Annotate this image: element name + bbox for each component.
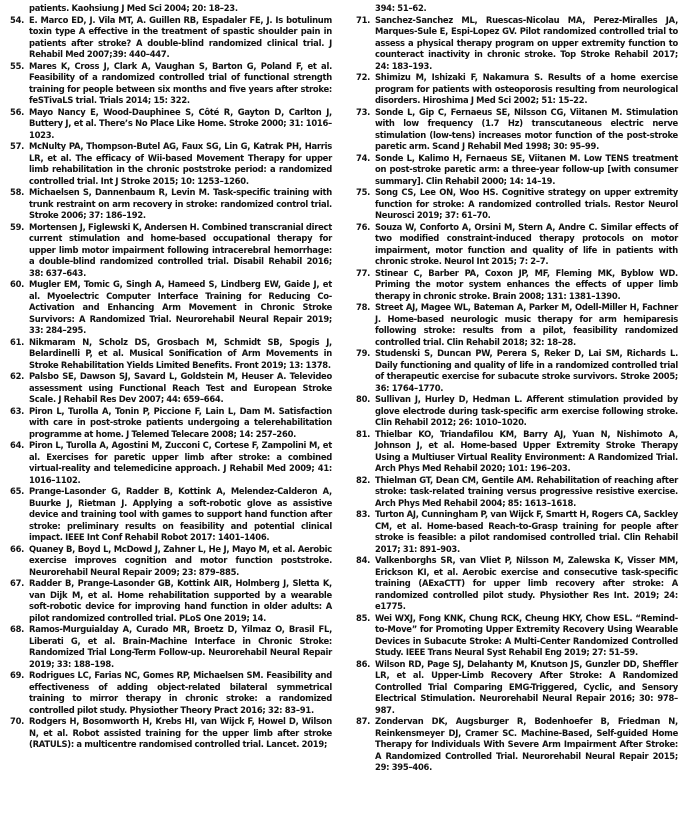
reference-number: 80. (356, 394, 371, 404)
reference-number: 71. (356, 14, 371, 25)
reference-item (10, 187, 332, 222)
reference-number: 59. (10, 221, 25, 232)
reference-text: Shimizu M, Ishizaki F, Nakamura S. Results of a home exercise program for patients with osteoporosis resulting from neurological disorders. Hiroshima J Med Sci 2002; 51: 15–22. (375, 72, 678, 105)
reference-text: Mayo Nancy E, Wood-Dauphinee S, Côté R, Gayton D, Carlton J, Buttery J, et al. There’s No Place Like Home. Stroke 2000; 31: 1016–1023. (29, 106, 332, 140)
reference-number: 83. (356, 509, 371, 519)
reference-item (10, 337, 332, 372)
reference-text: Prange-Lasonder G, Radder B, Kottink A, Melendez-Calderon A, Buurke J, Rietman J. Applying a soft-robotic glove as assistive device and training tool with games to support hand function after stroke: preliminary results on feasibility and potential clinical impact. IEEE Int Conf Rehabil Robot 2017: 1401–1406. (29, 486, 332, 542)
reference-text: Sanchez-Sanchez ML, Ruescas-Nicolau MA, Perez-Miralles JA, Marques-Sule E, Espi-Lopez GV. Pilot randomized controlled trial to assess a physical therapy program on upper extremity function to counteract inactivity in chronic stroke. Top Stroke Rehabil 2017; 24: 183–193. (375, 14, 678, 71)
reference-list-left (10, 15, 332, 751)
reference-text: Turton AJ, Cunningham P, van Wijck F, Smartt H, Rogers CA, Sackley CM, et al. Home-based Reach-to-Grasp training for people after stroke is feasible: a pilot randomised controlled trial. Clin Rehabil 2017; 31: 891–903. (375, 509, 678, 554)
reference-item (356, 659, 678, 717)
reference-number: 82. (356, 474, 371, 485)
reference-item (10, 222, 332, 280)
reference-number: 55. (10, 60, 25, 71)
reference-item (356, 716, 678, 774)
reference-text: Wilson RD, Page SJ, Delahanty M, Knutson JS, Gunzler DD, Sheffler LR, et al. Upper-Limb Recovery After Stroke: A Randomized Controlled Trial Comparing EMG-Triggered, Cyclic, and Sensory Electrical Stimulation. Neurorehabil Neural Repair 2016; 30: 978–987. (375, 658, 678, 715)
reference-number: 72. (356, 72, 371, 82)
reference-item (10, 624, 332, 670)
reference-item (356, 153, 678, 188)
reference-text: Thielbar KO, Triandafilou KM, Barry AJ, Yuan N, Nishimoto A, Johnson J, et al. Home-based Upper Extremity Stroke Therapy Using a Multiuser Virtual Reality Environment: A Randomized Trial. Arch Phys Med Rehabil 2020; 101: 196–203. (375, 428, 678, 473)
reference-number: 73. (356, 106, 371, 117)
reference-continuation-text: 394: 51–62. (375, 3, 427, 13)
reference-item (356, 72, 678, 107)
reference-item (10, 716, 332, 751)
reference-number: 68. (10, 624, 25, 634)
reference-text: Nikmaram N, Scholz DS, Grosbach M, Schmidt SB, Spogis J, Belardinelli P, et al. Musical Sonification of Arm Movements in Stroke Rehabilitation Yields Limited Benefits. Front 2019; 13: 1378. (29, 336, 332, 370)
reference-item (356, 613, 678, 659)
reference-text: Wei WXJ, Fong KNK, Chung RCK, Cheung HKY, Chow ESL. “Remind-to-Move” for Promoting Upper Extremity Recovery Using Wearable Devices in Subacute Stroke: A Multi-Center Randomized Controlled Study. IEEE Trans Neural Syst Rehabil Eng 2019; 27: 51–59. (375, 612, 678, 657)
reference-item (10, 279, 332, 337)
reference-text: Ramos-Murguialday A, Curado MR, Broetz D, Yilmaz O, Brasil FL, Liberati G, et al. Brain-Machine Interface in Chronic Stroke: Randomized Trial Long-Term Follow-up. Neurorehabil Neural Repair 2019; 33: 188–198. (29, 624, 332, 669)
reference-item (356, 555, 678, 613)
reference-number: 85. (356, 612, 371, 623)
reference-item (10, 141, 332, 187)
reference-text: Zondervan DK, Augsburger R, Bodenhoefer B, Friedman N, Reinkensmeyer DJ, Cramer SC. Machine-Based, Self-guided Home Therapy for Individuals With Severe Arm Impairment After Stroke: A Randomized Controlled Trial. Neurorehabil Neural Repair 2015; 29: 395–406. (375, 716, 678, 772)
reference-text: Michaelsen S, Dannenbaum R, Levin M. Task-specific training with trunk restraint on arm recovery in stroke: randomized control trial. Stroke 2006; 37: 186–192. (29, 187, 332, 220)
reference-number: 86. (356, 658, 371, 669)
reference-number: 54. (10, 14, 25, 25)
reference-item (356, 429, 678, 475)
reference-text: Thielman GT, Dean CM, Gentile AM. Rehabilitation of reaching after stroke: task-related training versus progressive resistive exercise. Arch Phys Med Rehabil 2004; 85: 1613–1618. (375, 474, 678, 508)
reference-text: Mares K, Cross J, Clark A, Vaughan S, Barton G, Poland F, et al. Feasibility of a randomized controlled trial of functional strength training for people between six months and five years after stroke: feSTivaLS trial. Trials 2014; 15: 322. (29, 60, 332, 105)
reference-number: 79. (356, 348, 371, 358)
reference-item (10, 107, 332, 142)
reference-number: 60. (10, 279, 25, 289)
reference-number: 67. (10, 578, 25, 588)
reference-number: 65. (10, 486, 25, 496)
reference-item (10, 578, 332, 624)
reference-text: Sonde L, Kalimo H, Fernaeus SE, Viitanen M. Low TENS treatment on post-stroke paretic arm: a three-year follow-up [with consumer summary]. Clin Rehabil 2000; 14: 14–19. (375, 152, 678, 186)
reference-number: 84. (356, 555, 371, 565)
reference-text: Piron L, Turolla A, Tonin P, Piccione F, Lain L, Dam M. Satisfaction with care in post-stroke patients undergoing a telerehabilitation programme at home. J Telemed Telecare 2008; 14: 257–260. (29, 405, 332, 439)
reference-number: 58. (10, 187, 25, 197)
reference-item (10, 544, 332, 579)
reference-item (10, 15, 332, 61)
reference-number: 69. (10, 670, 25, 680)
reference-number: 66. (10, 543, 25, 554)
reference-number: 77. (356, 267, 371, 278)
reference-item (356, 107, 678, 153)
reference-number: 76. (356, 221, 371, 232)
reference-text: Song CS, Lee ON, Woo HS. Cognitive strategy on upper extremity function for stroke: A randomized controlled trials. Restor Neurol Neurosci 2019; 37: 61–70. (375, 187, 678, 220)
reference-number: 87. (356, 716, 371, 726)
reference-text: Sullivan J, Hurley D, Hedman L. Afferent stimulation provided by glove electrode during task-specific arm exercise following stroke. Clin Rehabil 2012; 26: 1010–1020. (375, 394, 678, 427)
reference-number: 70. (10, 716, 25, 726)
reference-text: Stinear C, Barber PA, Coxon JP, MF, Fleming MK, Byblow WD. Priming the motor system enhances the effects of upper limb therapy in chronic stroke. Brain 2008; 131: 1381–1390. (375, 267, 678, 301)
references-column-left (10, 3, 332, 817)
reference-item (10, 670, 332, 716)
reference-item (10, 486, 332, 544)
reference-number: 61. (10, 336, 25, 347)
reference-text: Mugler EM, Tomic G, Singh A, Hameed S, Lindberg EW, Gaide J, et al. Myoelectric Computer Interface Training for Reducing Co-Activation and Enhancing Arm Movement in Chronic Stroke Survivors: A Randomized Trial. Neurorehabil Neural Repair 2019; 33: 284–295. (29, 279, 332, 335)
reference-item (356, 348, 678, 394)
reference-item (356, 475, 678, 510)
reference-text: Mortensen J, Figlewski K, Andersen H. Combined transcranial direct current stimulation and home-based occupational therapy for upper limb motor impairment following intracerebral hemorrhage: a double-blind randomized controlled trial. Disabil Rehabil 2016; 38: 637–643. (29, 221, 332, 278)
reference-text: Quaney B, Boyd L, McDowd J, Zahner L, He J, Mayo M, et al. Aerobic exercise improves cognition and motor function poststroke. Neurorehabil Neural Repair 2009; 23: 879–885. (29, 543, 332, 577)
reference-text: Studenski S, Duncan PW, Perera S, Reker D, Lai SM, Richards L. Daily functioning and quality of life in a randomized controlled trial of therapeutic exercise for subacute stroke survivors. Stroke 2005; 36: 1764–1770. (375, 348, 678, 393)
reference-item (10, 406, 332, 441)
reference-number: 75. (356, 187, 371, 197)
reference-continuation-text: patients. Kaohsiung J Med Sci 2004; 20: 18–23. (29, 3, 238, 13)
reference-text: Souza W, Conforto A, Orsini M, Stern A, Andre C. Similar effects of two modified constraint-induced therapy protocols on motor impairment, motor function and quality of life in patients with chronic stroke. Neurol Int 2015; 7: 2–7. (375, 221, 678, 266)
reference-text: Radder B, Prange-Lasonder GB, Kottink AIR, Holmberg J, Sletta K, van Dijk M, et al. Home rehabilitation supported by a wearable soft-robotic device for improving hand function in older adults: A pilot randomized controlled trial. PLoS One 2019; 14. (29, 578, 332, 623)
reference-item (356, 302, 678, 348)
reference-item (356, 509, 678, 555)
reference-number: 62. (10, 371, 25, 381)
reference-text: Valkenborghs SR, van Vliet P, Nilsson M, Zalewska K, Visser MM, Erickson KI, et al. Aerobic exercise and consecutive task-specific training (AExaCTT) for upper limb recovery after stroke: A randomized controlled pilot study. Physiother Res Int. 2019; 24: e1775. (375, 555, 678, 611)
reference-text: Street AJ, Magee WL, Bateman A, Parker M, Odell-Miller H, Fachner J. Home-based neurologic music therapy for arm hemiparesis following stroke: results from a pilot, feasibility randomized controlled trial. Clin Rehabil 2018; 32: 18–28. (375, 302, 678, 347)
references-column-right (356, 3, 678, 817)
reference-number: 78. (356, 302, 371, 312)
reference-text: Palsbo SE, Dawson SJ, Savard L, Goldstein M, Heuser A. Televideo assessment using Functional Reach Test and European Stroke Scale. J Rehabil Res Dev 2007; 44: 659–664. (29, 371, 332, 404)
reference-text: McNulty PA, Thompson-Butel AG, Faux SG, Lin G, Katrak PH, Harris LR, et al. The efficacy of Wii-based Movement Therapy for upper limb rehabilitation in the chronic poststroke period: a randomized controlled trial. Int J Stroke 2015; 10: 1253–1260. (29, 141, 332, 186)
reference-list-right (356, 15, 678, 774)
reference-item (356, 268, 678, 303)
reference-item (10, 440, 332, 486)
reference-number: 57. (10, 141, 25, 151)
reference-item (356, 15, 678, 73)
reference-number: 81. (356, 428, 371, 439)
reference-text: Rodrigues LC, Farias NC, Gomes RP, Michaelsen SM. Feasibility and effectiveness of adding object-related bilateral symmetrical training to mirror therapy in chronic stroke: a randomized controlled pilot study. Physiother Theory Pract 2016; 32: 83–91. (29, 670, 332, 715)
reference-text: E. Marco ED, J. Vila MT, A. Guillen RB, Espadaler FE, J. Is botulinum toxin type A effective in the treatment of spastic shoulder pain in patients after stroke? A double-blind randomized clinical trial. J Rehabil Med 2007;39: 440–447. (29, 14, 332, 59)
reference-text: Rodgers H, Bosomworth H, Krebs HI, van Wijck F, Howel D, Wilson N, et al. Robot assisted training for the upper limb after stroke (RATULS): a multicentre randomised controlled trial. Lancet. 2019; (29, 716, 332, 749)
reference-text: Piron L, Turolla A, Agostini M, Zucconi C, Cortese F, Zampolini M, et al. Exercises for paretic upper limb after stroke: a combined virtual-reality and telemedicine approach. J Rehabil Med 2009; 41: 1016–1102. (29, 440, 332, 485)
reference-number: 63. (10, 405, 25, 416)
reference-number: 56. (10, 106, 25, 117)
reference-item (10, 61, 332, 107)
reference-text: Sonde L, Gip C, Fernaeus SE, Nilsson CG, Viitanen M. Stimulation with low frequency (1.7 Hz) transcutaneous electric nerve stimulation (low-tens) increases motor function of the post-stroke paretic arm. Scand J Rehabil Med 1998; 30: 95–99. (375, 106, 678, 151)
reference-number: 74. (356, 152, 371, 163)
reference-item (356, 394, 678, 429)
reference-number: 64. (10, 440, 25, 450)
reference-item (10, 371, 332, 406)
reference-item (356, 222, 678, 268)
reference-item (356, 187, 678, 222)
